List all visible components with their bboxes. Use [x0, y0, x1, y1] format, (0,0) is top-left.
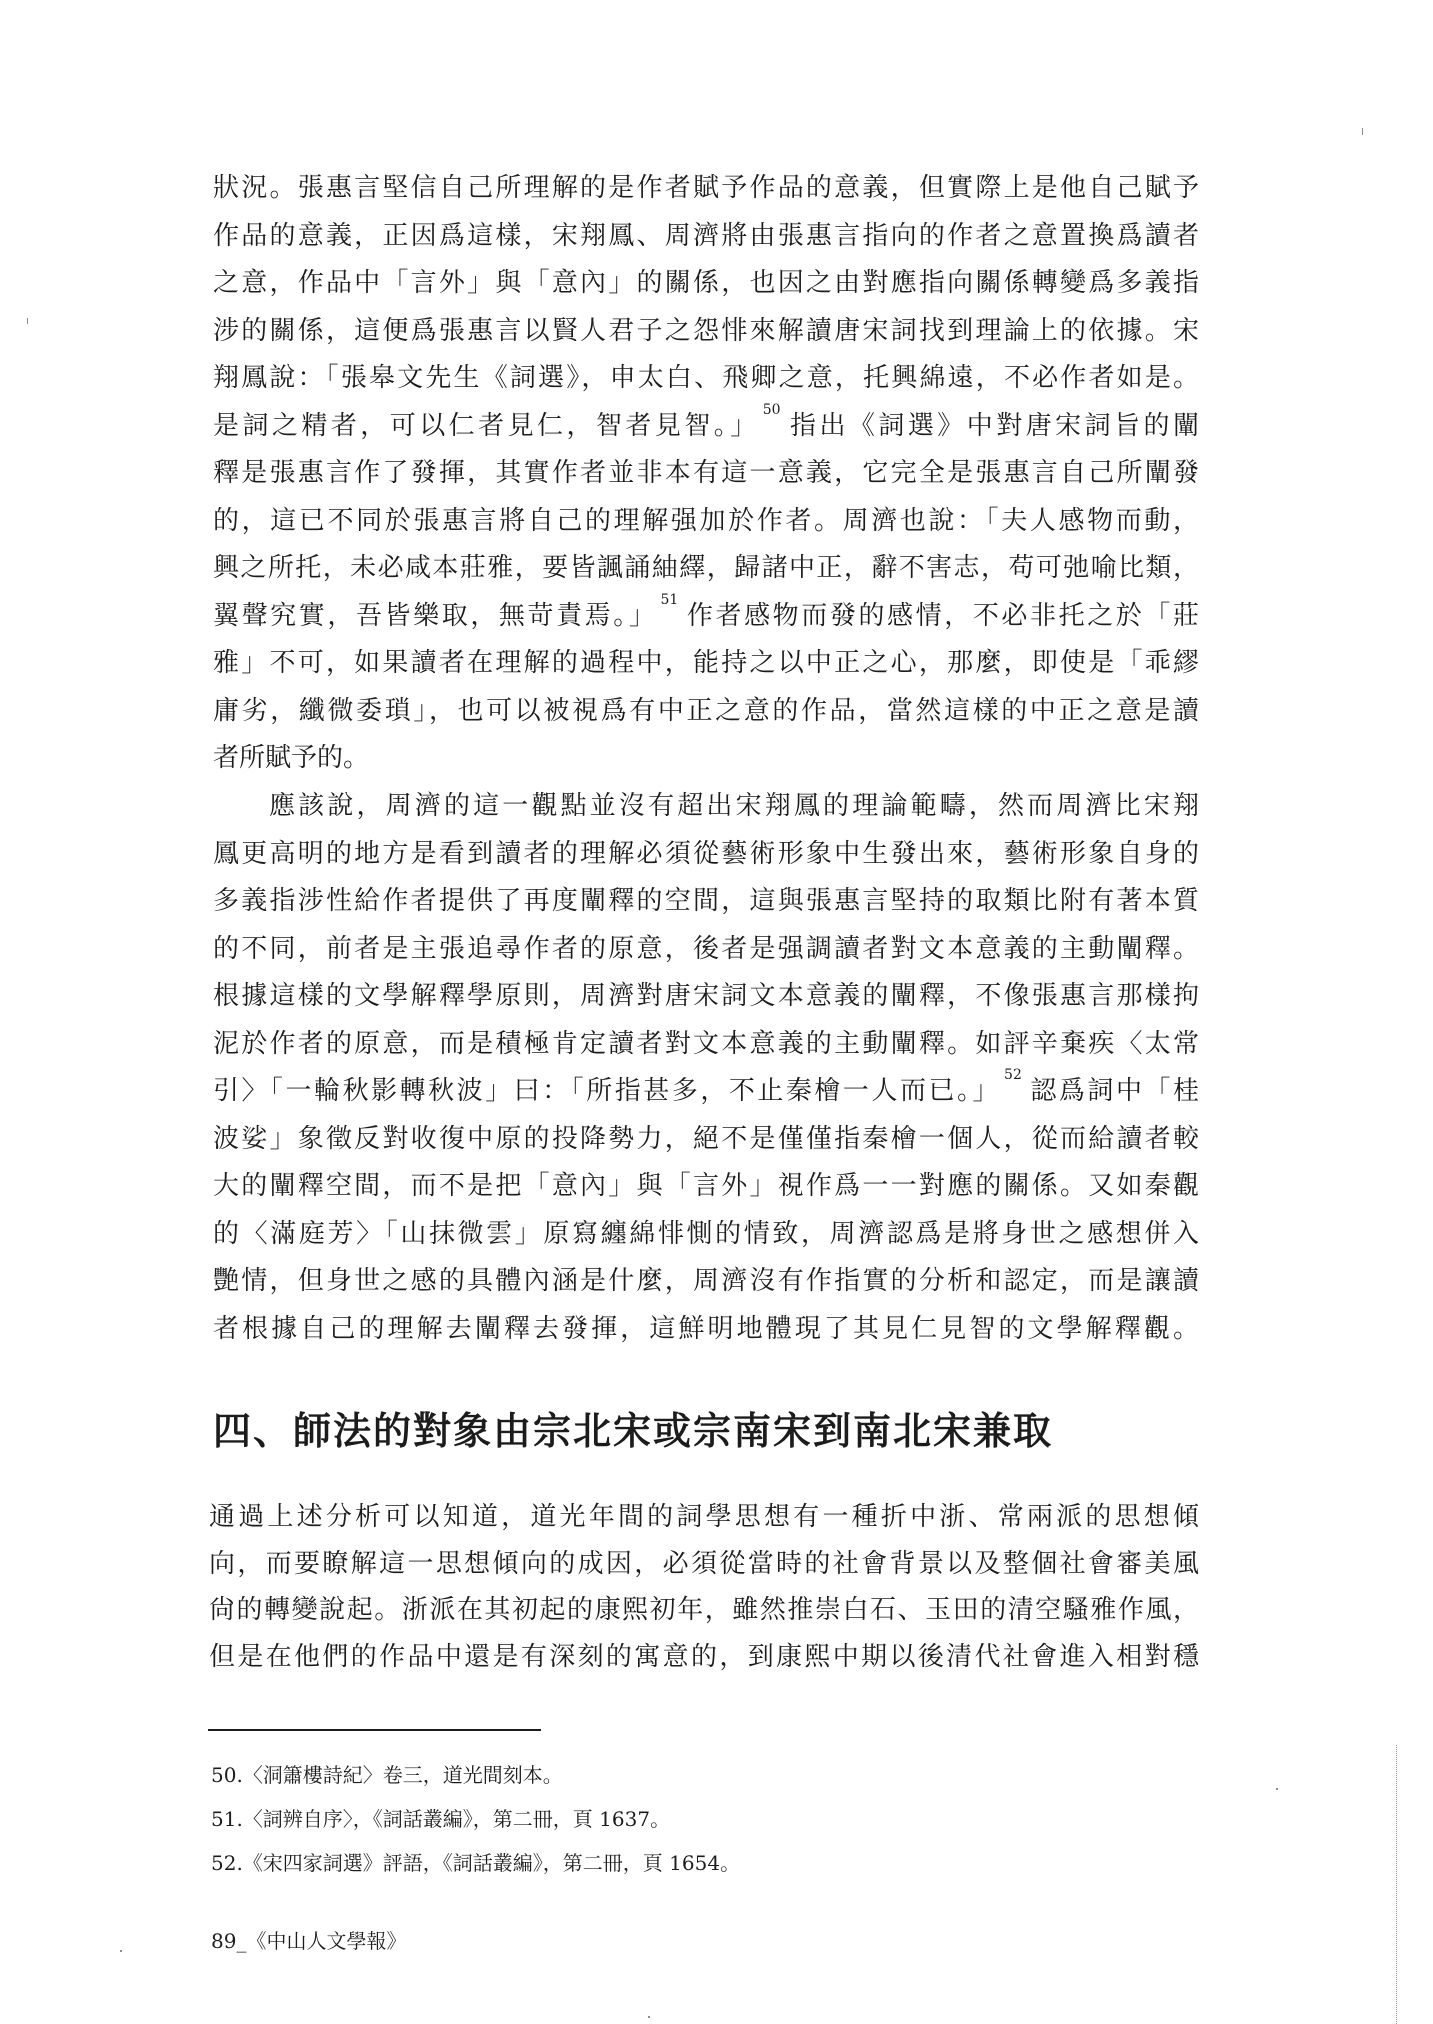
text-line: 尙的轉變說起。浙派在其初起的康熙初年，雖然推崇白石、玉田的清空騷雅作風，: [209, 1595, 1199, 1625]
section-heading: 四、師法的對象由宗北宋或宗南宋到南北宋兼取: [213, 1408, 1054, 1453]
scan-speck: [27, 318, 28, 324]
scan-speck: [1276, 1788, 1278, 1790]
footnote: [211, 1841, 1111, 1885]
text-line: 多義指涉性給作者提供了再度闡釋的空間，這與張惠言堅持的取類比附有著本質: [213, 886, 1199, 916]
text-line: 的不同，前者是主張追尋作者的原意，後者是强調讀者對文本意義的主動闡釋。: [213, 933, 1199, 964]
text-line: 通過上述分析可以知道，道光年間的詞學思想有一種折中浙、常兩派的思想傾: [209, 1502, 1199, 1532]
text-line: 者所賦予的。: [213, 743, 370, 773]
footnote-number: 51.: [211, 1807, 243, 1831]
text-line: [213, 403, 1199, 451]
footnote-reference: 50: [762, 402, 781, 418]
text-line: 應該說，周濟的這一觀點並沒有超出宋翔鳳的理論範疇，然而周濟比宋翔: [269, 791, 1199, 821]
text-line: 波娑」象徵反對收復中原的投降勢力，絕不是僅僅指秦檜一個人，從而給讀者較: [213, 1123, 1199, 1154]
scan-artifact-line: [1396, 1745, 1397, 2024]
footnote-text: 〈洞簫樓詩紀〉卷三，道光間刻本。: [242, 1763, 563, 1787]
text-segment: 是詞之精者，可以仁者見仁，智者見智。」: [213, 410, 760, 441]
text-line: 泥於作者的原意，而是積極肯定讀者對文本意義的主動闡釋。如評辛棄疾〈太常: [213, 1028, 1199, 1059]
footnote: [211, 1753, 1111, 1797]
text-line: 狀況。張惠言堅信自己所理解的是作者賦予作品的意義，但實際上是他自己賦予: [213, 173, 1199, 203]
text-line: [213, 593, 1199, 641]
footnote-text: 〈詞辨自序〉，《詞話叢編》，第二冊，頁 1637。: [242, 1807, 671, 1831]
text-segment: 引〉「一輪秋影轉秋波」曰：「所指甚多，不止秦檜一人而已。」: [213, 1076, 1002, 1106]
text-segment: 認爲詞中「桂: [1027, 1076, 1199, 1106]
scan-speck: [1362, 128, 1363, 135]
scan-speck: [648, 2016, 650, 2018]
text-line: 的〈滿庭芳〉「山抹微雲」原寫纏綿悱惻的情致，周濟認爲是將身世之感想併入: [213, 1218, 1199, 1249]
text-line: 庸劣，纖微委瑣」，也可以被視爲有中正之意的作品，當然這樣的中正之意是讀: [213, 695, 1199, 726]
text-segment: 翼聲究實，吾皆樂取，無苛責焉。」: [213, 600, 658, 631]
paragraph: [213, 783, 1199, 1353]
footnote-number: 50.: [211, 1763, 243, 1787]
text-line: 雅」不可，如果讀者在理解的過程中，能持之以中正之心，那麼，即使是「乖繆: [213, 648, 1199, 678]
text-line: 之意，作品中「言外」與「意內」的關係，也因之由對應指向關係轉變爲多義指: [213, 268, 1199, 298]
footnotes: [211, 1753, 1111, 1885]
text-line: 大的闡釋空間，而不是把「意內」與「言外」視作爲一一對應的關係。又如秦觀: [213, 1171, 1199, 1201]
text-line: 釋是張惠言作了發揮，其實作者並非本有這一意義，它完全是張惠言自己所闡發: [213, 458, 1199, 488]
text-line: 鳳更高明的地方是看到讀者的理解必須從藝術形象中生發出來，藝術形象自身的: [213, 838, 1199, 869]
footnote-reference: 52: [1004, 1068, 1022, 1084]
footnote-reference: 51: [660, 592, 679, 608]
text-line: 興之所托，未必咸本莊雅，要皆諷誦紬繹，歸諸中正，辭不害志，苟可弛喻比類，: [213, 553, 1199, 583]
text-line: 向，而要瞭解這一思想傾向的成因，必須從當時的社會背景以及整個社會審美風: [209, 1548, 1199, 1579]
footnote-divider: [208, 1729, 541, 1731]
text-line: 作品的意義，正因爲這樣，宋翔鳳、周濟將由張惠言指向的作者之意置換爲讀者: [213, 220, 1199, 251]
paragraph: [209, 1494, 1199, 1680]
text-line: 者根據自己的理解去闡釋去發揮，這鮮明地體現了其見仁見智的文學解釋觀。: [213, 1313, 1199, 1344]
text-line: 涉的關係，這便爲張惠言以賢人君子之怨悱來解讀唐宋詞找到理論上的依據。宋: [213, 315, 1199, 346]
text-line: 艷情，但身世之感的具體內涵是什麼，周濟沒有作指實的分析和認定，而是讓讀: [213, 1266, 1199, 1296]
text-line: 翔鳳說：「張皋文先生《詞選》，申太白、飛卿之意，托興綿遠，不必作者如是。: [213, 363, 1199, 393]
footnote: [211, 1797, 1111, 1841]
scan-speck: [120, 1950, 122, 1952]
text-line: 的，這已不同於張惠言將自己的理解强加於作者。周濟也說：「夫人感物而動，: [213, 505, 1199, 536]
text-line: 根據這樣的文學解釋學原則，周濟對唐宋詞文本意義的闡釋，不像張惠言那樣拘: [213, 981, 1199, 1011]
paragraph: [213, 165, 1199, 783]
footnote-number: 52.: [211, 1851, 243, 1875]
text-line: [213, 1068, 1199, 1116]
page-footer: 89_《中山人文學報》: [211, 1929, 407, 1953]
footnote-text: 《宋四家詞選》評語，《詞話叢編》，第二冊，頁 1654。: [242, 1851, 741, 1875]
text-line: 但是在他們的作品中還是有深刻的寓意的，到康熙中期以後清代社會進入相對穩: [209, 1641, 1199, 1672]
text-segment: 作者感物而發的感情，不必非托之於「莊: [684, 600, 1199, 631]
text-segment: 指出《詞選》中對唐宋詞旨的闡: [786, 410, 1199, 441]
